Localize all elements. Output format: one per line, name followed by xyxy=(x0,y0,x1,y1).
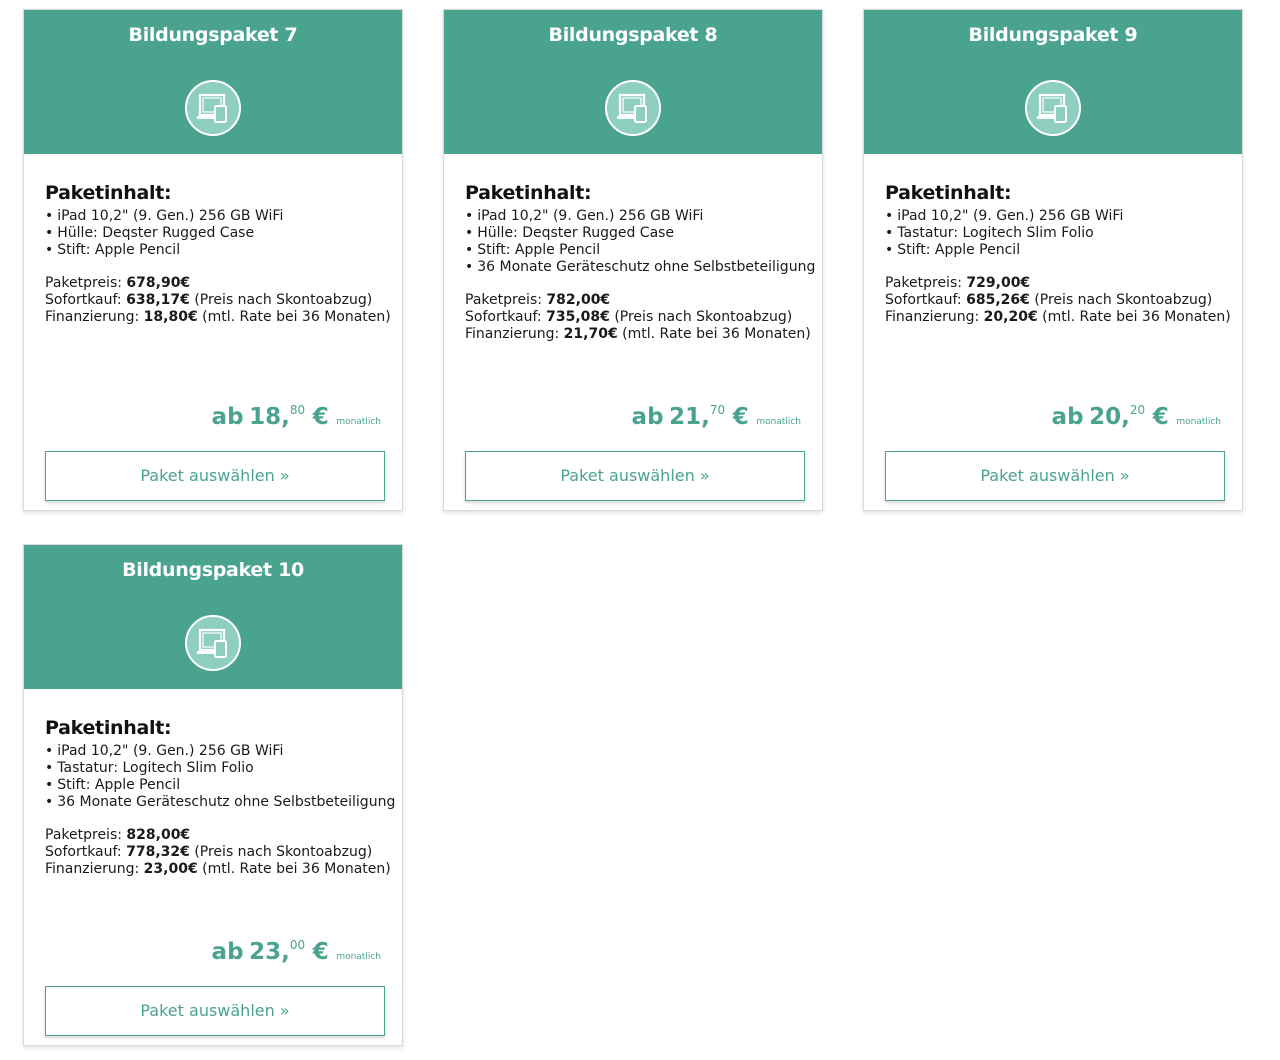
section-heading: Paketinhalt: xyxy=(45,717,172,739)
paketpreis-row xyxy=(465,292,805,309)
price-info xyxy=(45,827,391,878)
price-info xyxy=(885,275,1231,326)
sofortkauf-note: (Preis nach Skontoabzug) xyxy=(194,844,373,860)
list-item: • Hülle: Deqster Rugged Case xyxy=(465,225,805,242)
sofortkauf-row xyxy=(465,309,805,326)
paketpreis-label: Paketpreis: xyxy=(465,292,542,308)
card-body xyxy=(45,717,396,878)
monthly-suffix: monatlich xyxy=(336,952,381,962)
devices-icon xyxy=(185,80,241,136)
finanzierung-label: Finanzierung: xyxy=(465,326,560,342)
finanzierung-note: (mtl. Rate bei 36 Monaten) xyxy=(622,326,811,342)
card-title: Bildungspaket 10 xyxy=(122,559,304,581)
monthly-suffix: monatlich xyxy=(1176,417,1221,427)
section-heading: Paketinhalt: xyxy=(45,182,172,204)
sofortkauf-label: Sofortkauf: xyxy=(465,309,542,325)
monthly-price xyxy=(212,403,381,430)
monthly-price xyxy=(632,403,801,430)
finanzierung-note: (mtl. Rate bei 36 Monaten) xyxy=(1042,309,1231,325)
sofortkauf-label: Sofortkauf: xyxy=(885,292,962,308)
package-card xyxy=(23,544,403,1046)
sofortkauf-value: 735,08€ xyxy=(546,309,610,325)
card-body xyxy=(465,182,816,343)
finanzierung-value: 20,20€ xyxy=(983,309,1038,325)
monthly-currency: € xyxy=(732,404,749,430)
monthly-suffix: monatlich xyxy=(756,417,801,427)
monthly-currency: € xyxy=(1152,404,1169,430)
finanzierung-row xyxy=(885,309,1231,326)
list-item: • Hülle: Deqster Rugged Case xyxy=(45,225,385,242)
content-list xyxy=(465,208,816,276)
section-heading: Paketinhalt: xyxy=(885,182,1012,204)
monthly-cents: 00 xyxy=(289,938,306,952)
paketpreis-row xyxy=(885,275,1225,292)
sofortkauf-note: (Preis nach Skontoabzug) xyxy=(194,292,373,308)
content-list xyxy=(45,743,396,811)
sofortkauf-value: 638,17€ xyxy=(126,292,190,308)
finanzierung-value: 21,70€ xyxy=(563,326,618,342)
card-title: Bildungspaket 8 xyxy=(548,24,718,46)
monthly-cents: 80 xyxy=(289,403,306,417)
monthly-currency: € xyxy=(312,939,329,965)
list-item: • Stift: Apple Pencil xyxy=(45,777,385,794)
paketpreis-value: 782,00€ xyxy=(546,292,611,308)
finanzierung-row xyxy=(45,861,391,878)
sofortkauf-label: Sofortkauf: xyxy=(45,844,122,860)
card-header xyxy=(444,10,822,154)
monthly-int: 23, xyxy=(249,939,290,965)
package-card xyxy=(863,9,1243,511)
list-item: • iPad 10,2" (9. Gen.) 256 GB WiFi xyxy=(465,208,805,225)
finanzierung-label: Finanzierung: xyxy=(45,861,140,877)
card-header xyxy=(24,545,402,689)
devices-icon xyxy=(1025,80,1081,136)
monthly-cents: 20 xyxy=(1129,403,1146,417)
monthly-price xyxy=(212,938,381,965)
list-item: • 36 Monate Geräteschutz ohne Selbstbeteiligung xyxy=(465,259,805,276)
sofortkauf-note: (Preis nach Skontoabzug) xyxy=(614,309,793,325)
card-body xyxy=(45,182,391,326)
paketpreis-row xyxy=(45,827,385,844)
paketpreis-value: 678,90€ xyxy=(126,275,191,291)
select-package-button[interactable]: Paket auswählen » xyxy=(45,451,385,501)
list-item: • iPad 10,2" (9. Gen.) 256 GB WiFi xyxy=(45,208,385,225)
section-heading: Paketinhalt: xyxy=(465,182,592,204)
finanzierung-note: (mtl. Rate bei 36 Monaten) xyxy=(202,309,391,325)
finanzierung-label: Finanzierung: xyxy=(885,309,980,325)
list-item: • Stift: Apple Pencil xyxy=(885,242,1225,259)
finanzierung-row xyxy=(45,309,391,326)
finanzierung-label: Finanzierung: xyxy=(45,309,140,325)
sofortkauf-value: 778,32€ xyxy=(126,844,190,860)
card-title: Bildungspaket 9 xyxy=(968,24,1138,46)
monthly-prefix: ab xyxy=(211,939,244,965)
package-card xyxy=(443,9,823,511)
paketpreis-label: Paketpreis: xyxy=(45,827,122,843)
content-list xyxy=(885,208,1225,259)
list-item: • iPad 10,2" (9. Gen.) 256 GB WiFi xyxy=(885,208,1225,225)
sofortkauf-row xyxy=(45,844,385,861)
list-item: • 36 Monate Geräteschutz ohne Selbstbeteiligung xyxy=(45,794,385,811)
price-info xyxy=(45,275,391,326)
finanzierung-value: 18,80€ xyxy=(143,309,198,325)
select-package-button[interactable]: Paket auswählen » xyxy=(45,986,385,1036)
sofortkauf-row xyxy=(885,292,1225,309)
list-item: • Stift: Apple Pencil xyxy=(45,242,385,259)
monthly-cents: 70 xyxy=(709,403,726,417)
sofortkauf-label: Sofortkauf: xyxy=(45,292,122,308)
sofortkauf-note: (Preis nach Skontoabzug) xyxy=(1034,292,1213,308)
monthly-int: 21, xyxy=(669,404,710,430)
finanzierung-value: 23,00€ xyxy=(143,861,198,877)
monthly-int: 18, xyxy=(249,404,290,430)
monthly-prefix: ab xyxy=(1051,404,1084,430)
select-package-button[interactable]: Paket auswählen » xyxy=(465,451,805,501)
content-list xyxy=(45,208,385,259)
monthly-currency: € xyxy=(312,404,329,430)
monthly-suffix: monatlich xyxy=(336,417,381,427)
sofortkauf-value: 685,26€ xyxy=(966,292,1030,308)
package-card xyxy=(23,9,403,511)
select-package-button[interactable]: Paket auswählen » xyxy=(885,451,1225,501)
finanzierung-note: (mtl. Rate bei 36 Monaten) xyxy=(202,861,391,877)
devices-icon xyxy=(605,80,661,136)
paketpreis-label: Paketpreis: xyxy=(45,275,122,291)
paketpreis-label: Paketpreis: xyxy=(885,275,962,291)
paketpreis-value: 828,00€ xyxy=(126,827,191,843)
list-item: • Stift: Apple Pencil xyxy=(465,242,805,259)
card-header xyxy=(24,10,402,154)
card-title: Bildungspaket 7 xyxy=(128,24,298,46)
monthly-prefix: ab xyxy=(631,404,664,430)
card-header xyxy=(864,10,1242,154)
finanzierung-row xyxy=(465,326,811,343)
monthly-int: 20, xyxy=(1089,404,1130,430)
list-item: • Tastatur: Logitech Slim Folio xyxy=(885,225,1225,242)
devices-icon xyxy=(185,615,241,671)
paketpreis-value: 729,00€ xyxy=(966,275,1031,291)
list-item: • Tastatur: Logitech Slim Folio xyxy=(45,760,385,777)
paketpreis-row xyxy=(45,275,385,292)
sofortkauf-row xyxy=(45,292,385,309)
list-item: • iPad 10,2" (9. Gen.) 256 GB WiFi xyxy=(45,743,385,760)
price-info xyxy=(465,292,811,343)
card-body xyxy=(885,182,1231,326)
monthly-prefix: ab xyxy=(211,404,244,430)
monthly-price xyxy=(1052,403,1221,430)
